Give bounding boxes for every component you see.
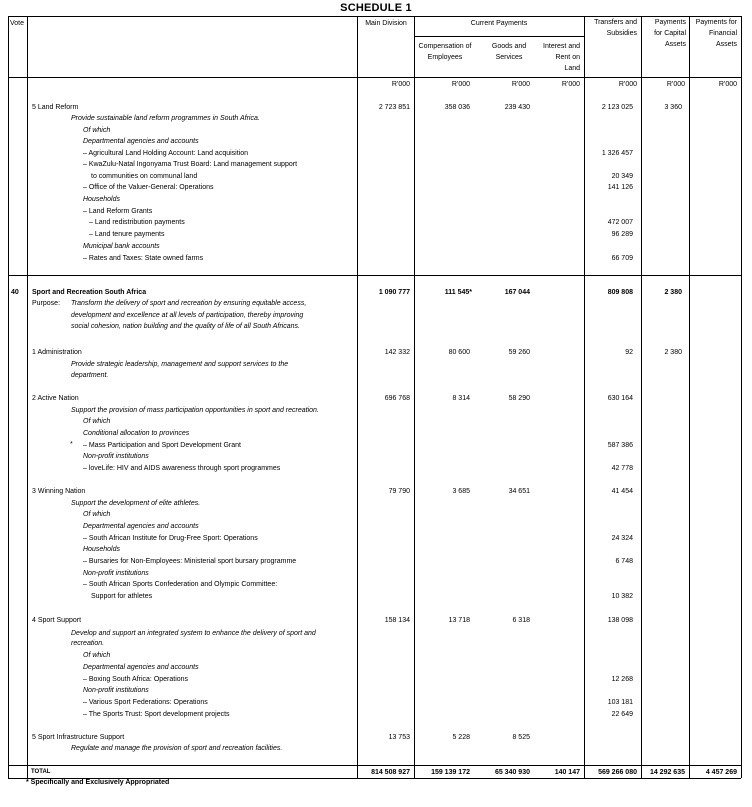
- grid-line: [741, 16, 742, 778]
- grid-line: [27, 16, 28, 778]
- cell-transfers: 103 181: [607, 699, 633, 706]
- category-label: Non-profit institutions: [83, 570, 149, 577]
- cell-transfers: 587 386: [607, 442, 633, 449]
- category-label: Non-profit institutions: [83, 453, 149, 460]
- cell-goods: 34 651: [508, 488, 530, 495]
- cell-main: 2 723 851: [378, 104, 410, 111]
- header-vote: Vote: [10, 20, 25, 27]
- row-label: 1 Administration: [32, 349, 82, 356]
- cell-transfers: 141 126: [607, 184, 633, 191]
- cell-comp: 80 600: [448, 349, 470, 356]
- header-main-division: Main Division: [365, 20, 407, 27]
- page-title: SCHEDULE 1: [340, 2, 412, 14]
- footnote: * Specifically and Exclusively Appropriated: [26, 779, 170, 786]
- cell-goods: 59 260: [508, 349, 530, 356]
- unit-label: R'000: [451, 81, 470, 88]
- list-item: – South African Sports Confederation and Olympic Committee:: [83, 581, 278, 588]
- total-comp: 159 139 172: [431, 769, 470, 776]
- header-transfers: Transfers and Subsidies: [594, 19, 637, 37]
- cell-transfers: 24 324: [611, 535, 633, 542]
- list-item: – Rates and Taxes: State owned farms: [83, 255, 204, 262]
- vote-number: 40: [11, 289, 19, 296]
- purpose-label: Purpose:: [32, 300, 61, 307]
- row-label: 4 Sport Support: [32, 617, 82, 624]
- row-purpose: Support the development of elite athletes.: [71, 500, 201, 507]
- cell-main: 1 090 777: [378, 289, 410, 296]
- cell-transfers: 20 349: [611, 173, 633, 180]
- list-item: – The Sports Trust: Sport development projects: [83, 711, 230, 718]
- header-goods: Goods and Services: [491, 43, 527, 61]
- header-compensation: Compensation of Employees: [418, 43, 472, 61]
- cell-comp: 3 685: [452, 488, 470, 495]
- cell-comp: 111 545*: [444, 289, 472, 296]
- list-item: – Mass Participation and Sport Development Grant: [83, 442, 241, 449]
- cell-capital: 2 380: [664, 349, 682, 356]
- unit-label: R'000: [511, 81, 530, 88]
- header-financial: Payments for Financial Assets: [695, 19, 737, 48]
- total-interest: 140 147: [554, 769, 580, 776]
- row-purpose: Develop and support an integrated system to enhance the delivery of sport and: [71, 630, 316, 637]
- category-label: Households: [83, 196, 120, 203]
- list-item: – KwaZulu-Natal Ingonyama Trust Board: Land management support: [83, 161, 298, 168]
- row-purpose: recreation.: [71, 640, 105, 647]
- cell-transfers: 66 709: [611, 255, 633, 262]
- cell-transfers: 809 808: [607, 289, 633, 296]
- cell-transfers: 12 268: [611, 676, 633, 683]
- list-item: – Land Reform Grants: [83, 208, 153, 215]
- cell-transfers: 2 123 025: [601, 104, 633, 111]
- of-which-label: Of which: [83, 418, 111, 425]
- grid-line: [8, 275, 741, 276]
- cell-comp: 5 228: [452, 734, 470, 741]
- list-item: – Various Sport Federations: Operations: [83, 699, 208, 706]
- total-main: 814 508 927: [371, 769, 410, 776]
- cell-transfers: 22 649: [611, 711, 633, 718]
- cell-goods: 167 044: [504, 289, 530, 296]
- of-which-label: Of which: [83, 127, 111, 134]
- list-item: – Agricultural Land Holding Account: Land acquisition: [83, 150, 248, 157]
- total-goods: 65 340 930: [494, 769, 530, 776]
- list-item: – loveLife: HIV and AIDS awareness through sport programmes: [83, 465, 281, 472]
- cell-capital: 2 380: [664, 289, 682, 296]
- grid-line: [641, 16, 642, 778]
- cell-transfers: 472 007: [607, 219, 633, 226]
- vote-title: Sport and Recreation South Africa: [32, 289, 147, 296]
- cell-comp: 358 036: [444, 104, 470, 111]
- list-item: – Land tenure payments: [89, 231, 165, 238]
- cell-goods: 8 525: [512, 734, 530, 741]
- category-label: Departmental agencies and accounts: [83, 523, 199, 530]
- row-purpose: Provide strategic leadership, management and support services to the: [71, 361, 289, 368]
- category-label: Departmental agencies and accounts: [83, 664, 199, 671]
- cell-transfers: 96 289: [611, 231, 633, 238]
- cell-transfers: 6 748: [615, 558, 633, 565]
- grid-line: [8, 16, 9, 778]
- cell-goods: 6 318: [512, 617, 530, 624]
- list-item: to communities on communal land: [91, 173, 198, 180]
- row-label: 3 Winning Nation: [32, 488, 86, 495]
- grid-line: [689, 16, 690, 778]
- list-item: Support for athletes: [91, 593, 153, 600]
- header-interest: Interest and Rent on Land: [543, 43, 580, 72]
- row-label: 5 Land Reform: [32, 104, 79, 111]
- unit-label: R'000: [391, 81, 410, 88]
- unit-label: R'000: [618, 81, 637, 88]
- list-item: – Office of the Valuer-General: Operations: [83, 184, 214, 191]
- list-item: – South African Institute for Drug-Free Sport: Operations: [83, 535, 258, 542]
- category-label: Conditional allocation to provinces: [83, 430, 190, 437]
- cell-main: 79 790: [388, 488, 410, 495]
- category-label: Households: [83, 546, 120, 553]
- cell-main: 142 332: [384, 349, 410, 356]
- row-purpose: Provide sustainable land reform programmes in South Africa.: [71, 115, 260, 122]
- purpose-text: development and excellence at all levels of participation, thereby improving: [71, 312, 304, 319]
- category-label: Non-profit institutions: [83, 687, 149, 694]
- cell-goods: 239 430: [504, 104, 530, 111]
- cell-comp: 8 314: [452, 395, 470, 402]
- row-label: 2 Active Nation: [32, 395, 79, 402]
- category-label: Departmental agencies and accounts: [83, 138, 199, 145]
- list-item: – Boxing South Africa: Operations: [83, 676, 189, 683]
- grid-line: [414, 36, 584, 37]
- purpose-text: social cohesion, nation building and the quality of life of all South Africans.: [71, 323, 300, 330]
- cell-transfers: 630 164: [607, 395, 633, 402]
- cell-goods: 58 290: [508, 395, 530, 402]
- list-item: – Land redistribution payments: [89, 219, 185, 226]
- cell-main: 13 753: [388, 734, 410, 741]
- unit-label: R'000: [561, 81, 580, 88]
- unit-label: R'000: [718, 81, 737, 88]
- total-capital: 14 292 635: [649, 769, 685, 776]
- row-purpose: Support the provision of mass participation opportunities in sport and recreation.: [71, 407, 319, 414]
- category-label: Municipal bank accounts: [83, 243, 160, 250]
- appropriated-marker: *: [70, 441, 73, 448]
- list-item: – Bursaries for Non-Employees: Ministerial sport bursary programme: [83, 558, 297, 565]
- cell-comp: 13 718: [448, 617, 470, 624]
- total-financial: 4 457 269: [705, 769, 737, 776]
- grid-line: [8, 765, 741, 766]
- purpose-text: Transform the delivery of sport and recreation by ensuring equitable access,: [71, 300, 307, 307]
- unit-label: R'000: [666, 81, 685, 88]
- total-label: TOTAL: [31, 769, 51, 775]
- row-label: 5 Sport Infrastructure Support: [32, 734, 125, 741]
- of-which-label: Of which: [83, 511, 111, 518]
- header-current-payments: Current Payments: [470, 20, 528, 27]
- cell-transfers: 92: [625, 349, 633, 356]
- cell-transfers: 1 326 457: [601, 150, 633, 157]
- of-which-label: Of which: [83, 652, 111, 659]
- row-purpose: department.: [71, 372, 109, 379]
- cell-transfers: 138 098: [607, 617, 633, 624]
- cell-transfers: 41 454: [611, 488, 633, 495]
- total-transfers: 569 266 080: [598, 769, 637, 776]
- cell-transfers: 10 382: [611, 593, 633, 600]
- row-purpose: Regulate and manage the provision of sport and recreation facilities.: [71, 745, 283, 752]
- cell-main: 158 134: [384, 617, 410, 624]
- cell-transfers: 42 778: [611, 465, 633, 472]
- header-capital: Payments for Capital Assets: [654, 19, 686, 48]
- cell-capital: 3 360: [664, 104, 682, 111]
- grid-line: [8, 77, 741, 78]
- cell-main: 696 768: [384, 395, 410, 402]
